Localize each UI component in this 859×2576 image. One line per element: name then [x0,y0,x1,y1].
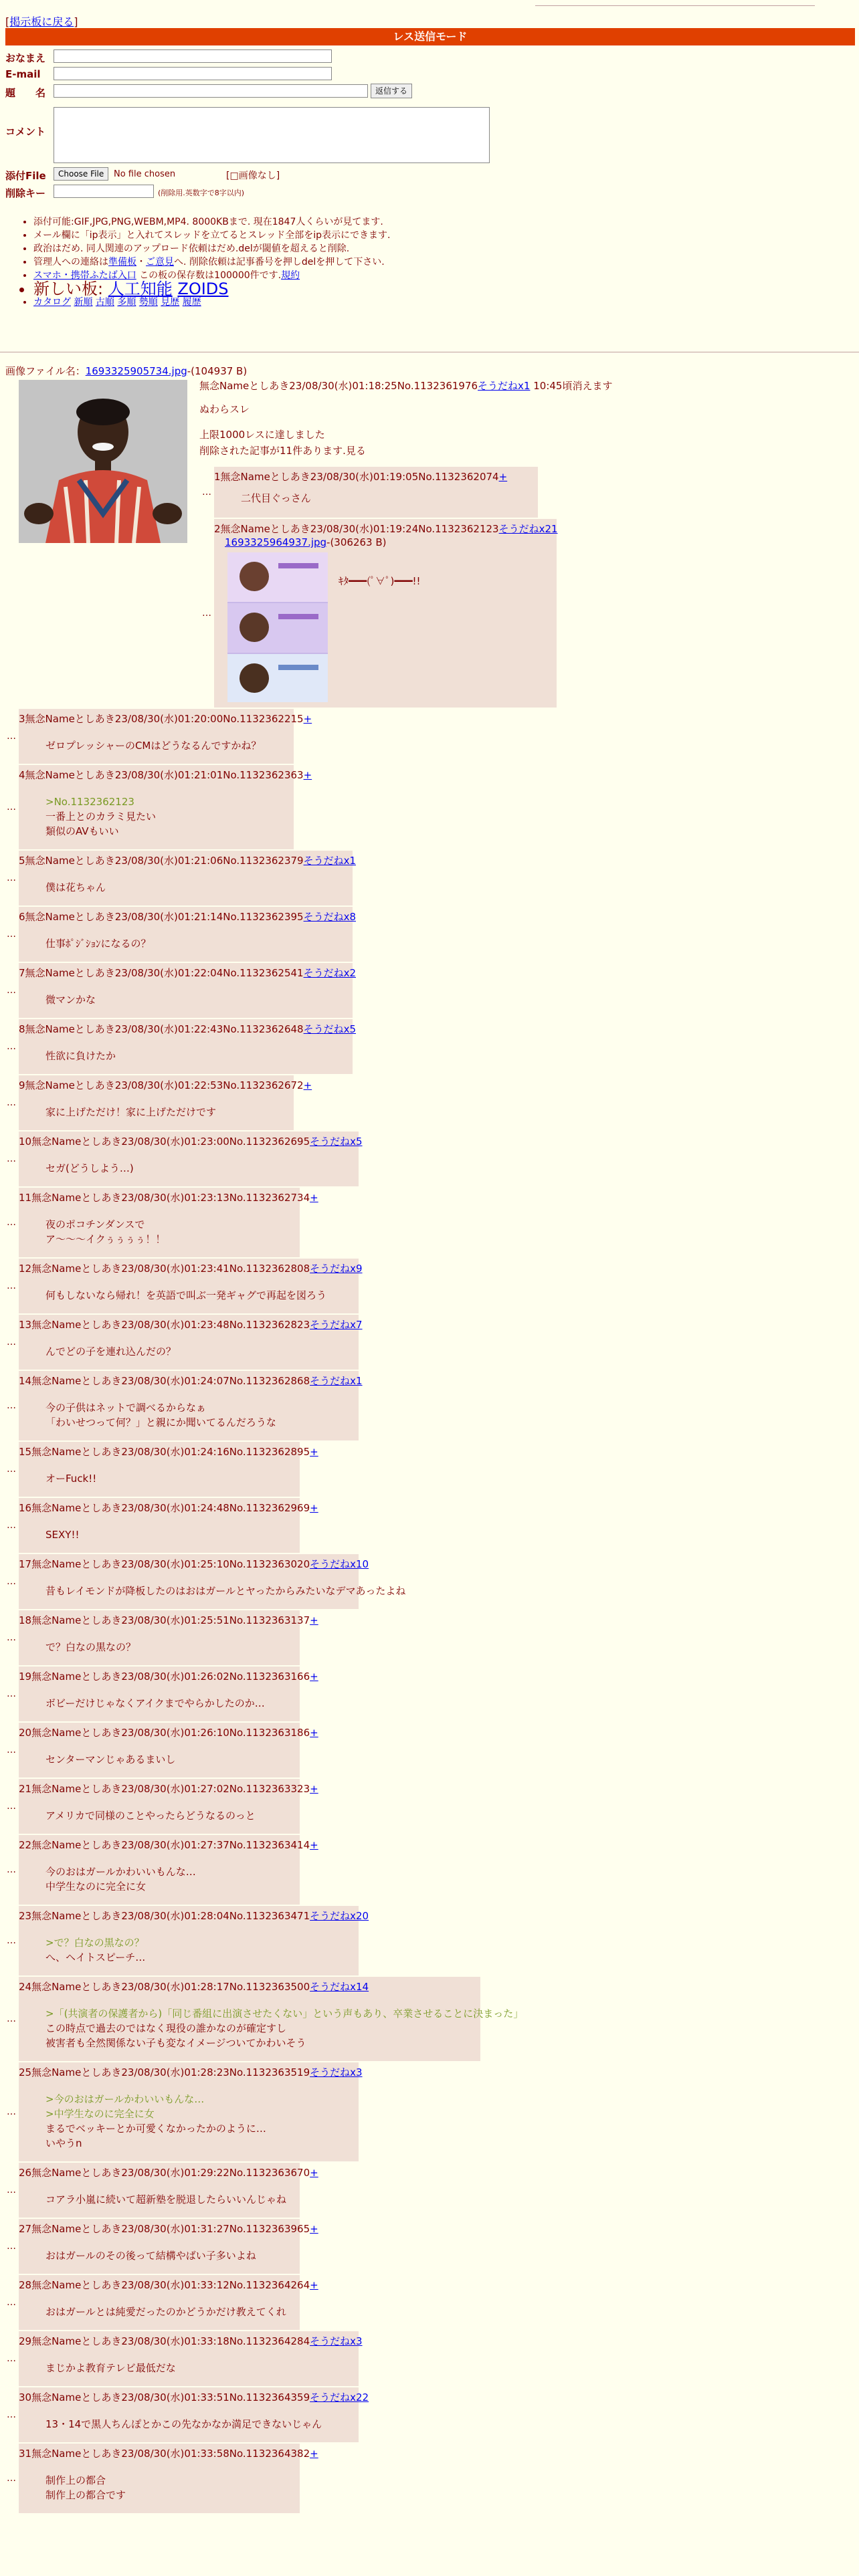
reply-post [19,963,356,1018]
bracket-open: [ [5,15,10,28]
reply-post [19,1977,524,2061]
ellipsis-marker[interactable]: … [202,608,211,619]
ellipsis-marker[interactable]: … [7,1464,16,1475]
sort-old-link[interactable]: 古順 [95,297,114,308]
reply-post [19,1554,406,1609]
ellipsis-marker[interactable]: … [7,1041,16,1052]
view-history-link[interactable]: 見歴 [161,297,180,308]
reply-line: ア〜〜〜イクぅぅぅぅ！！ [45,1233,166,1245]
sort-many-link[interactable]: 多順 [117,297,136,308]
reply-post [19,1259,363,1313]
ellipsis-marker[interactable]: … [7,1217,16,1228]
reply-header [19,768,312,782]
reply-header [19,1022,356,1036]
sodane-button[interactable]: + [310,2448,318,2460]
sodane-button[interactable]: + [498,471,508,483]
ellipsis-marker[interactable]: … [7,1745,16,1755]
delkey-note: (削除用.英数字で8字以内) [158,189,245,197]
reply-header [19,1078,312,1092]
reply-post [19,1610,318,1665]
reply-body [45,1640,136,1654]
ellipsis-marker[interactable]: … [7,929,16,940]
reply-body [45,1696,265,1711]
sodane-button[interactable]: + [310,1192,318,1204]
ellipsis-marker[interactable]: … [7,1337,16,1348]
reply-header [19,1838,318,1852]
op-image[interactable] [19,380,187,543]
reply-file-link[interactable]: 1693325964937.jpg [225,536,327,548]
reply-meta: 18無念Nameとしあき23/08/30(水)01:25:51No.1132363137 [19,1614,310,1626]
no-file-text: No file chosen [114,169,176,179]
sodane-button[interactable]: + [310,1671,318,1683]
reply-post [19,851,356,905]
reply-line: 一番上とのカラミ見たい [45,811,157,823]
ellipsis-marker[interactable]: … [7,1576,16,1587]
reply-body [45,1105,216,1119]
note-item: • 添付可能:GIF,JPG,PNG,WEBM,MP4. 8000KBまで. 現在1847人くらいが見てます. [33,215,636,229]
reply-line: アメリカで同様のことやったらどうなるのっと [45,1810,256,1822]
name-input[interactable] [54,49,332,63]
ellipsis-marker[interactable]: … [7,1281,16,1291]
sodane-button[interactable]: + [310,1446,318,1458]
reply-body [45,1471,96,1486]
reply-meta: 29無念Nameとしあき23/08/30(水)01:33:18No.1132364284 [19,2335,310,2347]
reply-post [19,2062,363,2161]
sort-new-link[interactable]: 新順 [74,297,93,308]
reply-line: ボビーだけじゃなくアイクまでやらかしたのか… [45,1697,265,1709]
reply-meta: 28無念Nameとしあき23/08/30(水)01:33:12No.1132364264 [19,2279,310,2291]
reply-body [45,1752,175,1767]
reply-meta: 3無念Nameとしあき23/08/30(水)01:20:00No.1132362215 [19,713,304,725]
history-link[interactable]: 履歴 [182,297,201,308]
reply-meta: 10無念Nameとしあき23/08/30(水)01:23:00No.1132362695 [19,1136,310,1148]
reply-line: 昔もレイモンドが降板したのはおはガールとヤったからみたいなデマあったよね [45,1585,406,1597]
reply-post [19,2275,318,2330]
reply-body [45,2304,286,2319]
reply-meta: 24無念Nameとしあき23/08/30(水)01:28:17No.1132363500 [19,1981,310,1993]
sodane-button[interactable]: そうだねx3 [310,2335,363,2347]
sodane-button[interactable]: そうだねx20 [310,1910,369,1922]
reply-post [19,2331,363,2386]
reply-header [19,966,356,980]
note-contact-text: 管理人への連絡は [33,257,108,267]
reply-post [19,1498,318,1553]
reply-post [19,2444,318,2513]
reply-body [45,1864,196,1894]
reply-body [45,2092,266,2151]
rules-link[interactable]: 規約 [281,270,300,281]
sort-momentum-link[interactable]: 勢順 [138,297,158,308]
reply-line: コアラ小嵐に続いて超新塾を脱退したらいいんじゃね [45,2193,287,2206]
reply-post [19,1188,318,1257]
mobile-entry-link[interactable]: スマホ・携帯ふたば入口 [33,270,136,281]
reply-post [19,1019,356,1074]
reply-body [45,1049,116,1063]
reply-line: まじかよ教育テレビ最低だな [45,2362,176,2374]
op-sodane-button[interactable]: そうだねx1 [478,380,531,392]
choose-file-button[interactable]: Choose File [54,167,108,181]
reply-body [339,574,421,588]
reply-line: >No.1132362123 [45,796,134,808]
reply-header [19,853,356,867]
reply-header [19,1190,318,1204]
reply-body [45,936,151,951]
reply-meta: 6無念Nameとしあき23/08/30(水)01:21:14No.1132362395 [19,911,304,923]
reply-line: >中学生なのに完全に女 [45,2108,155,2120]
sodane-button[interactable]: + [310,2223,318,2235]
reply-body [45,1217,165,1247]
sodane-button[interactable]: + [310,1839,318,1851]
bracket-close: ] [74,15,78,28]
comment-label: コメント [5,126,46,138]
ellipsis-marker[interactable]: … [7,2014,16,2024]
reply-line: 性欲に負けたか [45,1050,116,1062]
reply-body [45,1935,145,1965]
reply-line: 微マンかな [45,994,96,1006]
ellipsis-marker[interactable]: … [7,2297,16,2308]
top-divider [535,5,815,6]
reply-body [45,1288,326,1303]
reply-line: で？白なの黒なの？ [45,1641,136,1653]
reply-post [19,1906,369,1975]
sodane-button[interactable]: そうだねx7 [310,1319,363,1331]
reply-body [45,1344,176,1359]
reply-header [19,1261,363,1275]
reply-post [19,1132,363,1186]
op-meta: 無念Nameとしあき23/08/30(水)01:18:25No.1132361976 [199,380,478,392]
reply-header [19,1669,318,1683]
reply-meta: 17無念Nameとしあき23/08/30(水)01:25:10No.1132363020 [19,1558,310,1570]
op-image-info [5,364,247,378]
reply-body [45,2417,322,2432]
ellipsis-marker[interactable]: … [7,1097,16,1108]
reply-post [19,2219,318,2274]
sodane-button[interactable]: そうだねx5 [310,1136,363,1148]
catalog-links-item [33,296,636,309]
reply-meta: 9無念Nameとしあき23/08/30(水)01:22:53No.1132362672 [19,1079,304,1091]
opinion-link[interactable]: ご意見 [146,257,174,267]
sodane-button[interactable]: そうだねx3 [310,2066,363,2078]
sodane-button[interactable]: そうだねx21 [498,523,558,535]
reply-meta: 1無念Nameとしあき23/08/30(水)01:19:05No.1132362074 [214,471,499,483]
note-item: • 政治はだめ. 同人関連のアップロード依頼はだめ.delが閾値を超えると削除. [33,242,636,255]
reply-line: 夜のポコチンダンスで [45,1218,145,1230]
ellipsis-marker[interactable]: … [7,2473,16,2484]
reply-line: 13・14で黒人ちんぽとかこの先なかなか満足できないじゃん [45,2418,322,2430]
sodane-button[interactable]: そうだねx1 [303,855,356,867]
ellipsis-marker[interactable]: … [7,1154,16,1164]
reply-post [19,1371,363,1440]
delkey-input[interactable] [54,185,154,198]
name-label: おなまえ [5,52,46,64]
reply-post [19,1835,318,1905]
sodane-button[interactable]: そうだねx14 [310,1981,369,1993]
ellipsis-marker[interactable]: … [7,2353,16,2364]
sodane-button[interactable]: そうだねx2 [303,967,356,979]
reply-header [19,2165,318,2179]
op-expire: 10:45頃消えます [533,380,613,392]
reply-line: この時点で過去のではなく現役の誰かなのが確定すし [45,2022,287,2034]
reply-body [45,794,156,839]
reply-line: んでどの子を連れ込んだの？ [45,1346,177,1358]
op-line: ぬわらスレ [199,403,250,415]
reply-body [45,2473,126,2502]
reply-post [19,1667,318,1721]
reply-meta: 20無念Nameとしあき23/08/30(水)01:26:10No.1132363186 [19,1727,310,1739]
reply-file-size: -(306263 B) [326,536,387,548]
reply-body [45,738,261,753]
reply-line: オーFuck!! [45,1473,97,1485]
reply-meta: 4無念Nameとしあき23/08/30(水)01:21:01No.1132362363 [19,769,304,781]
reply-body [45,1161,134,1176]
reply-body [45,2361,176,2375]
sodane-button[interactable]: + [310,2279,318,2291]
file-label: 添付File [5,170,46,182]
reply-line: ゼロプレッシャーのCMはどうなるんですかね？ [45,740,262,752]
ai-board-link[interactable]: 人工知能 [108,280,173,298]
reply-line: >今のおはガールかわいいもんな… [45,2093,205,2105]
reply-meta: 27無念Nameとしあき23/08/30(水)01:31:27No.1132363965 [19,2223,310,2235]
save-count-text: この板の保存数は100000件です. [139,270,282,281]
reply-line: 中学生なのに完全に女 [45,1881,147,1893]
reply-meta: 2無念Nameとしあき23/08/30(水)01:19:24No.1132362123 [214,523,499,535]
reply-thumbnail[interactable] [227,552,328,702]
reply-meta: 14無念Nameとしあき23/08/30(水)01:24:07No.1132362868 [19,1375,310,1387]
reply-line: 制作上の都合 [45,2474,106,2486]
reply-body [45,1400,276,1430]
note-item: • メール欄に「ip表示」と入れてスレッドを立てるとスレッド全部をip表示にできます. [33,229,636,242]
reply-post [19,2163,318,2218]
reply-header [214,522,558,536]
reply-meta: 7無念Nameとしあき23/08/30(水)01:22:04No.1132362541 [19,967,304,979]
sodane-button[interactable]: そうだねx1 [310,1375,363,1387]
ellipsis-marker[interactable]: … [7,802,16,813]
reply-file-info [225,536,386,548]
reply-meta: 25無念Nameとしあき23/08/30(水)01:28:23No.1132363519 [19,2066,310,2078]
op-line: 上限1000レスに達しました [199,429,325,441]
back-to-board-link[interactable]: 掲示板に戻る [9,15,74,28]
sodane-button[interactable]: + [303,1079,312,1091]
sodane-button[interactable]: そうだねx9 [310,1263,363,1275]
new-board-label: 新しい板: [33,280,104,298]
reply-line: いやうn [45,2137,82,2149]
board-notes [19,215,636,309]
reply-post [19,1723,318,1778]
reply-header [19,2278,318,2292]
sodane-button[interactable]: + [310,1502,318,1514]
reply-header [19,1557,369,1571]
comment-textarea[interactable] [54,107,490,163]
reply-post [19,1075,312,1130]
reply-line: ｷﾀ━━━(ﾟ∀ﾟ)━━━!! [339,575,421,587]
reply-post [214,467,538,518]
reply-post [214,519,557,708]
reply-line: 制作上の都合です [45,2489,126,2501]
ellipsis-marker[interactable]: … [7,731,16,742]
sodane-button[interactable]: そうだねx10 [310,1558,369,1570]
new-board-item [33,282,636,296]
reply-header [19,1909,369,1923]
reply-header [19,1374,363,1388]
reply-body [45,2192,286,2207]
reply-body [45,1527,79,1542]
subject-input[interactable] [54,84,368,98]
reply-line: センターマンじゃあるまいし [45,1753,176,1765]
ellipsis-marker[interactable]: … [7,1400,16,1411]
reply-line: 僕は花ちゃん [45,881,106,893]
reply-meta: 15無念Nameとしあき23/08/30(水)01:24:16No.1132362895 [19,1446,310,1458]
back-link-wrapper [5,13,78,29]
reply-header [19,1317,363,1331]
reply-post [19,1442,318,1497]
reply-line: 類似のAVもいい [45,825,119,837]
reply-body [241,491,311,506]
op-image-size: -(104937 B) [187,365,248,377]
ellipsis-marker[interactable]: … [7,2409,16,2420]
sodane-button[interactable]: そうだねx22 [310,2391,369,2403]
sodane-button[interactable]: + [303,713,312,725]
reply-line: おはガールのその後って結構やばい子多いよね [45,2250,256,2262]
sodane-button[interactable]: + [310,1783,318,1795]
reply-line: >「(共演者の保護者から)「同じ番組に出演させたくない」という声もあり、卒業させることに決まった」 [45,2008,524,2020]
ellipsis-marker[interactable]: … [7,2185,16,2195]
reply-line: 被害者も全然関係ない子も変なイメージついてかわいそう [45,2037,306,2049]
reply-header [19,712,312,726]
ellipsis-marker[interactable]: … [7,1520,16,1531]
reply-header [19,1501,318,1515]
board-link[interactable]: 準備板 [108,257,136,267]
reply-header [19,1613,318,1627]
reply-header [214,469,507,484]
email-label: E-mail [5,68,41,80]
reply-header [19,2334,363,2348]
ellipsis-marker[interactable]: … [7,1864,16,1875]
email-input[interactable] [54,67,332,80]
reply-post [19,907,356,962]
reply-line: セガ(どうしよう…) [45,1162,134,1174]
reply-line: へ、ヘイトスピーチ… [45,1951,146,1963]
thumbnail-illustration [227,552,328,702]
op-line: 削除された記事が11件あります.見る [199,445,366,457]
reply-header [19,2390,369,2404]
zoids-board-link[interactable]: ZOIDS [177,280,229,298]
reply-meta: 30無念Nameとしあき23/08/30(水)01:33:51No.1132364359 [19,2391,310,2403]
ellipsis-marker[interactable]: … [7,1632,16,1643]
reply-meta: 31無念Nameとしあき23/08/30(水)01:33:58No.1132364382 [19,2448,310,2460]
subject-label: 題 名 [5,87,46,99]
reply-body [45,1808,256,1823]
reply-line: >で？白なの黒なの？ [45,1937,145,1949]
sodane-button[interactable]: + [310,1727,318,1739]
reply-body [45,880,106,895]
reply-meta: 5無念Nameとしあき23/08/30(水)01:21:06No.1132362379 [19,855,304,867]
reply-meta: 19無念Nameとしあき23/08/30(水)01:26:02No.1132363166 [19,1671,310,1683]
sodane-button[interactable]: + [310,1614,318,1626]
reply-body [45,2006,523,2050]
op-header [199,379,612,393]
op-image-link[interactable]: 1693325905734.jpg [85,365,187,377]
ellipsis-marker[interactable]: … [7,2241,16,2252]
reply-header [19,1444,318,1459]
reply-meta: 21無念Nameとしあき23/08/30(水)01:27:02No.1132363323 [19,1783,310,1795]
reply-meta: 12無念Nameとしあき23/08/30(水)01:23:41No.1132362808 [19,1263,310,1275]
reply-line: 今の子供はネットで調べるからなぁ [45,1402,207,1414]
ellipsis-marker[interactable]: … [7,1801,16,1812]
reply-line: SEXY!! [45,1529,80,1541]
reply-header [19,2065,363,2079]
ellipsis-marker[interactable]: … [202,487,211,498]
reply-header [19,1782,318,1796]
reply-line: まるでベッキーとか可愛くなかったかのように… [45,2123,266,2135]
ellipsis-marker[interactable]: … [7,2107,16,2117]
op-body [199,401,366,464]
op-photo-illustration [19,380,187,543]
reply-post [19,765,312,849]
reply-header [19,2222,318,2236]
sodane-button[interactable]: そうだねx5 [303,1023,356,1035]
ellipsis-marker[interactable]: … [7,1689,16,1699]
reply-header [19,1979,369,1994]
reply-meta: 23無念Nameとしあき23/08/30(水)01:28:04No.1132363471 [19,1910,310,1922]
note-item: • 管理人への連絡は準備板・ご意見へ. 削除依頼は記事番号を押しdelを押して下さい. [33,255,636,269]
reply-line: 家に上げただけ！家に上げただけです [45,1106,217,1118]
reply-meta: 13無念Nameとしあき23/08/30(水)01:23:48No.1132362823 [19,1319,310,1331]
reply-body [45,2248,256,2263]
reply-meta: 11無念Nameとしあき23/08/30(水)01:23:13No.1132362734 [19,1192,310,1204]
reply-line: 「わいせつって何？」と親にか聞いてるんだろうな [45,1416,276,1428]
reply-header [19,1725,318,1739]
reply-body [45,992,96,1007]
reply-header [19,909,356,924]
reply-line: 仕事ﾎﾟｼﾞｼｮﾝになるの？ [45,938,151,950]
reply-line: おはガールとは純愛だったのかどうかだけ教えてくれ [45,2306,286,2318]
reply-post [19,2387,369,2442]
sodane-button[interactable]: + [303,769,312,781]
op-image-label: 画像ファイル名： [5,365,86,377]
reply-line: 今のおはガールかわいいもんな… [45,1866,196,1878]
ellipsis-marker[interactable]: … [7,873,16,883]
reply-line: 何もしないなら帰れ！を英語で叫ぶ一発ギャグで再起を図ろう [45,1289,327,1301]
reply-post [19,709,312,764]
ellipsis-marker[interactable]: … [7,985,16,996]
submit-button[interactable]: 返信する [371,84,412,98]
catalog-link[interactable]: カタログ [33,297,71,308]
reply-post [19,1779,318,1834]
sodane-button[interactable]: + [310,2167,318,2179]
reply-body [45,1584,405,1598]
reply-line: 二代目ぐっさん [241,492,311,504]
reply-meta: 26無念Nameとしあき23/08/30(水)01:29:22No.1132363670 [19,2167,310,2179]
reply-post [19,1315,363,1370]
sodane-button[interactable]: そうだねx8 [303,911,356,923]
reply-meta: 16無念Nameとしあき23/08/30(水)01:24:48No.1132362969 [19,1502,310,1514]
reply-header [19,1134,363,1148]
reply-meta: 22無念Nameとしあき23/08/30(水)01:27:37No.1132363414 [19,1839,310,1851]
reply-mode-bar: レス送信モード [5,28,855,45]
reply-header [19,2446,318,2460]
no-image-checkbox[interactable]: [□画像なし] [226,171,280,181]
note-mid-text: へ. 削除依頼は記事番号を押しdelを押して下さい. [174,257,385,267]
reply-meta: 8無念Nameとしあき23/08/30(水)01:22:43No.1132362648 [19,1023,304,1035]
ellipsis-marker[interactable]: … [7,1935,16,1946]
delkey-label: 削除キー [5,187,46,199]
